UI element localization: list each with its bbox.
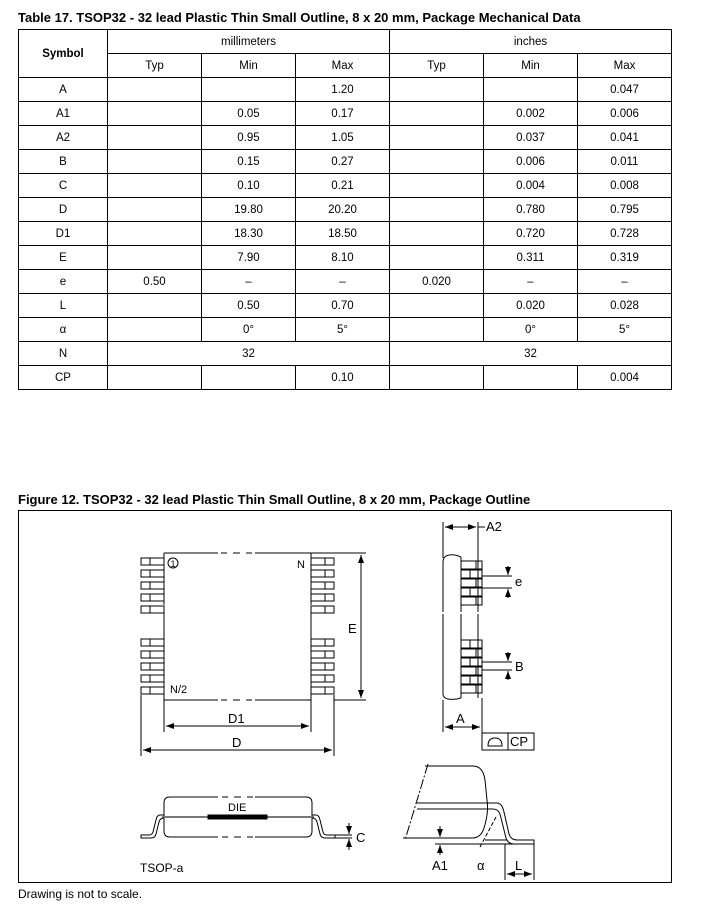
value-cell: – xyxy=(578,270,672,294)
pin1-label: 1 xyxy=(170,559,176,569)
symbol-cell: e xyxy=(19,270,108,294)
value-cell: 0.020 xyxy=(390,270,484,294)
lead xyxy=(461,588,482,596)
lead xyxy=(461,649,482,657)
value-cell: 0.05 xyxy=(202,102,296,126)
symbol-cell: E xyxy=(19,246,108,270)
lead xyxy=(311,687,334,694)
alpha-label: α xyxy=(477,858,485,873)
value-cell: 0.50 xyxy=(108,270,202,294)
value-cell: 0.011 xyxy=(578,150,672,174)
sub-header: Max xyxy=(296,54,390,78)
lead xyxy=(141,675,164,682)
symbol-cell: α xyxy=(19,318,108,342)
value-cell: 0.17 xyxy=(296,102,390,126)
value-cell: – xyxy=(296,270,390,294)
value-cell: 7.90 xyxy=(202,246,296,270)
value-cell: 0.006 xyxy=(484,150,578,174)
lead xyxy=(461,685,482,693)
lead xyxy=(461,640,482,648)
a1-label: A1 xyxy=(432,858,448,873)
mm-header: millimeters xyxy=(108,30,390,54)
value-cell: 0.020 xyxy=(484,294,578,318)
symbol-cell: CP xyxy=(19,366,108,390)
value-cell: 0.21 xyxy=(296,174,390,198)
value-cell: 19.80 xyxy=(202,198,296,222)
top-view xyxy=(141,553,366,756)
value-cell: 32 xyxy=(108,342,390,366)
value-cell: 0.95 xyxy=(202,126,296,150)
e-pitch-label: e xyxy=(515,574,523,589)
lead xyxy=(311,675,334,682)
l-label: L xyxy=(515,858,523,873)
package-code-label: TSOP-a xyxy=(140,861,184,875)
value-cell: 0.27 xyxy=(296,150,390,174)
lead xyxy=(141,663,164,670)
cp-label: CP xyxy=(510,734,529,749)
sub-header: Typ xyxy=(108,54,202,78)
lead xyxy=(311,558,334,565)
lead xyxy=(311,570,334,577)
value-cell: 0.002 xyxy=(484,102,578,126)
value-cell: 0.728 xyxy=(578,222,672,246)
value-cell: 0.720 xyxy=(484,222,578,246)
lead xyxy=(461,676,482,684)
a-label: A xyxy=(456,711,465,726)
d-dimension-label: D xyxy=(232,735,242,750)
value-cell: 32 xyxy=(390,342,672,366)
lead xyxy=(311,606,334,613)
symbol-cell: A1 xyxy=(19,102,108,126)
symbol-cell: B xyxy=(19,150,108,174)
figure-caption: Figure 12. TSOP32 - 32 lead Plastic Thin Small Outline, 8 x 20 mm, Package Outline xyxy=(18,492,531,507)
value-cell: 8.10 xyxy=(296,246,390,270)
value-cell: 5° xyxy=(296,318,390,342)
lead xyxy=(311,582,334,589)
symbol-cell: A2 xyxy=(19,126,108,150)
scale-note: Drawing is not to scale. xyxy=(18,887,143,901)
front-view xyxy=(140,797,365,875)
value-cell: – xyxy=(202,270,296,294)
die-label: DIE xyxy=(228,802,247,814)
value-cell: 0.037 xyxy=(484,126,578,150)
value-cell: 0.008 xyxy=(578,174,672,198)
value-cell: 0.041 xyxy=(578,126,672,150)
value-cell: 5° xyxy=(578,318,672,342)
lead xyxy=(141,687,164,694)
lead xyxy=(311,663,334,670)
value-cell: 20.20 xyxy=(296,198,390,222)
value-cell: 0.780 xyxy=(484,198,578,222)
lead xyxy=(311,651,334,658)
sub-header: Typ xyxy=(390,54,484,78)
symbol-cell: D1 xyxy=(19,222,108,246)
value-cell: 0.795 xyxy=(578,198,672,222)
lead-detail-view xyxy=(403,764,534,880)
symbol-cell: D xyxy=(19,198,108,222)
lead xyxy=(141,558,164,565)
value-cell: 0.047 xyxy=(578,78,672,102)
value-cell: 0.10 xyxy=(296,366,390,390)
lead xyxy=(461,667,482,675)
value-cell: 0.15 xyxy=(202,150,296,174)
lead xyxy=(461,561,482,569)
value-cell: 0.10 xyxy=(202,174,296,198)
lead xyxy=(461,579,482,587)
b-label: B xyxy=(515,659,524,674)
a2-label: A2 xyxy=(486,519,502,534)
lead xyxy=(141,570,164,577)
lead xyxy=(141,594,164,601)
value-cell: 0.70 xyxy=(296,294,390,318)
value-cell: 18.50 xyxy=(296,222,390,246)
value-cell: 0.311 xyxy=(484,246,578,270)
value-cell: 0.006 xyxy=(578,102,672,126)
lead xyxy=(311,594,334,601)
lead xyxy=(141,651,164,658)
value-cell: 0.50 xyxy=(202,294,296,318)
value-cell: 0° xyxy=(202,318,296,342)
d1-dimension-label: D1 xyxy=(228,711,245,726)
value-cell: 0.004 xyxy=(578,366,672,390)
inch-header: inches xyxy=(390,30,672,54)
symbol-header: Symbol xyxy=(19,30,108,78)
symbol-cell: L xyxy=(19,294,108,318)
lead xyxy=(461,570,482,578)
lead xyxy=(141,582,164,589)
value-cell: – xyxy=(484,270,578,294)
symbol-cell: A xyxy=(19,78,108,102)
sub-header: Min xyxy=(484,54,578,78)
lead xyxy=(461,597,482,605)
table-caption: Table 17. TSOP32 - 32 lead Plastic Thin Small Outline, 8 x 20 mm, Package Mechanical Data xyxy=(18,10,581,25)
value-cell: 0.028 xyxy=(578,294,672,318)
value-cell: 18.30 xyxy=(202,222,296,246)
lead xyxy=(141,639,164,646)
e-dimension-label: E xyxy=(348,621,357,636)
side-view xyxy=(443,519,534,750)
lead xyxy=(141,606,164,613)
value-cell: 1.05 xyxy=(296,126,390,150)
pin-n2-label: N/2 xyxy=(170,684,188,696)
lead xyxy=(311,639,334,646)
value-cell: 1.20 xyxy=(296,78,390,102)
value-cell: 0° xyxy=(484,318,578,342)
sub-header: Min xyxy=(202,54,296,78)
lead xyxy=(461,658,482,666)
value-cell: 0.004 xyxy=(484,174,578,198)
sub-header: Max xyxy=(578,54,672,78)
pin-n-label: N xyxy=(297,559,305,571)
symbol-cell: N xyxy=(19,342,108,366)
c-label: C xyxy=(356,830,366,845)
symbol-cell: C xyxy=(19,174,108,198)
value-cell: 0.319 xyxy=(578,246,672,270)
